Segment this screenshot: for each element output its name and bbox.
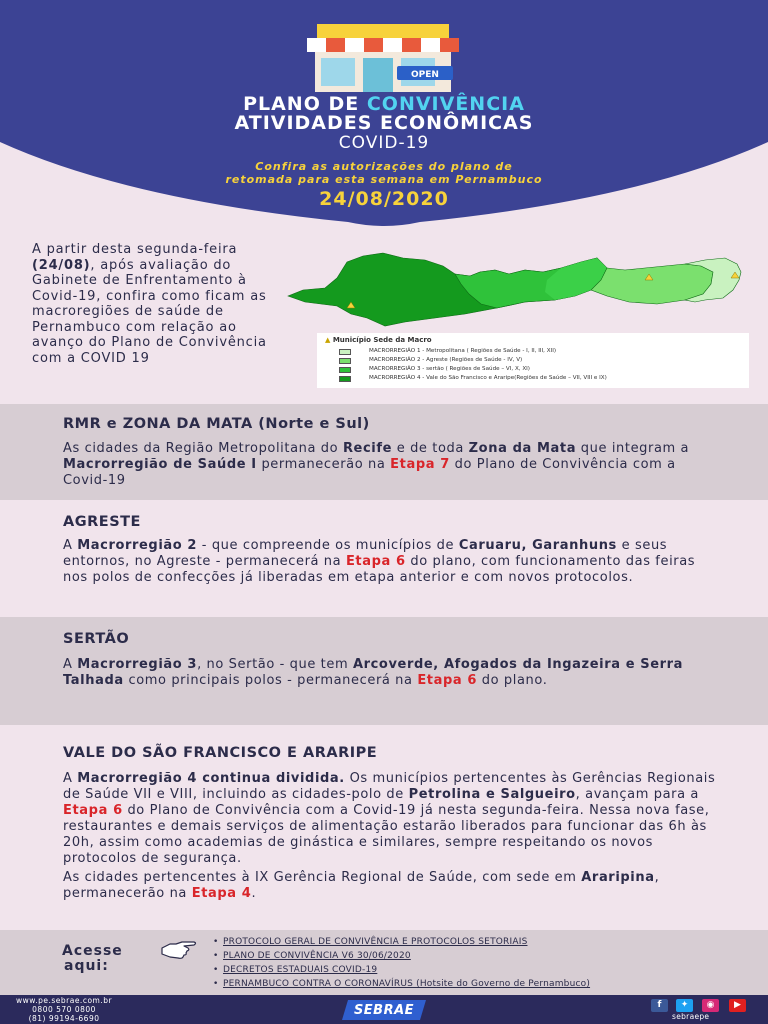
link-pernambuco-contra-coronavirus[interactable]: PERNAMBUCO CONTRA O CORONAVÍRUS (Hotsite do Governo de Pernambuco) bbox=[223, 979, 591, 989]
section-vale bbox=[0, 725, 768, 930]
storefront-icon bbox=[303, 14, 463, 96]
header-date: 24/08/2020 bbox=[319, 188, 449, 210]
section-body: A Macrorregião 3, no Sertão - que tem Arcoverde, Afogados da Ingazeira e Serra Talhada como principais polos - permanecerá na Etapa 6 do plano. bbox=[63, 657, 684, 688]
legend-swatch bbox=[339, 367, 351, 373]
link-protocolo-geral[interactable]: PROTOCOLO GERAL DE CONVIVÊNCIA E PROTOCOLOS SETORIAIS bbox=[223, 937, 528, 947]
legend-swatch bbox=[339, 376, 351, 382]
list-item bbox=[213, 977, 590, 991]
section-heading: VALE DO SÃO FRANCISCO E ARARIPE bbox=[63, 745, 378, 761]
title-line-1: PLANO DE CONVIVÊNCIA bbox=[243, 93, 525, 115]
link-plano-convivencia[interactable]: PLANO DE CONVIVÊNCIA V6 30/06/2020 bbox=[223, 951, 411, 961]
section-heading: RMR e ZONA DA MATA (Norte e Sul) bbox=[63, 416, 370, 432]
section-agreste bbox=[0, 500, 768, 617]
pointing-hand-icon bbox=[160, 938, 198, 960]
legend-swatch bbox=[339, 358, 351, 364]
pernambuco-map bbox=[285, 250, 750, 332]
list-item bbox=[213, 963, 590, 977]
youtube-icon[interactable]: ▶ bbox=[729, 999, 746, 1012]
link-decretos-estaduais[interactable]: DECRETOS ESTADUAIS COVID-19 bbox=[223, 965, 378, 975]
title-line-2: ATIVIDADES ECONÔMICAS bbox=[234, 112, 534, 134]
section-body: A Macrorregião 4 continua dividida. Os municípios pertencentes às Gerências Regionais de Saúde VII e VIII, incluindo as cidades-polo de Petrolina e Salgueiro, avançam para a Etapa 6 do Plano de Convivência com a Covid-19 já nesta segunda-feira. Nessa nova fase, restaurantes e demais serviços de alimentação estarão liberados para funcionar das 6h às 20h, assim como academias de ginástica e similares, sempre respeitando os novos protocolos de segurança. As cidades pertencentes à IX Gerência Regional de Saúde, com sede em Araripina, permanecerão na Etapa 4. bbox=[63, 771, 716, 901]
list-item bbox=[213, 949, 590, 963]
links-list bbox=[213, 935, 590, 991]
open-sign: OPEN bbox=[411, 70, 439, 80]
legend-swatch bbox=[339, 349, 351, 355]
title-line-3: COVID-19 bbox=[338, 133, 430, 153]
intro-text: A partir desta segunda-feira (24/08), após avaliação do Gabinete de Enfrentamento à Covid-19, confira como ficam as macroregiões de saúde de Pernambuco com relação ao avanço do Plano de Convivência com a COVID 19 bbox=[32, 242, 267, 366]
map-legend: ▲ Município Sede da Macro MACRORREGIÃO 1 - Metropolitana ( Regiões de Saúde - I, II, III, XII) MACRORREGIÃO 2 - Agreste (Regiões de Saúde - IV, V) MACRORREGIÃO 3 - sertão ( Regiões de Saúde – VI, X, XI) MACRORREGIÃO 4 - Vale do São Francisco e Araripe(Regiões de Saúde – VII, VIII e IX) bbox=[317, 333, 749, 388]
instagram-icon[interactable]: ◉ bbox=[702, 999, 719, 1012]
section-body: A Macrorregião 2 - que compreende os municípios de Caruaru, Garanhuns e seus entornos, no Agreste - permanecerá na Etapa 6 do plano, com funcionamento das feiras nos polos de confecções já liberadas em etapa anterior e com novos protocolos. bbox=[63, 538, 696, 585]
sebrae-logo-text: SEBRAE bbox=[353, 1003, 415, 1018]
footer-phone-1: 0800 570 0800 bbox=[32, 1005, 96, 1014]
section-heading: AGRESTE bbox=[63, 514, 141, 530]
header-subtitle: Confira as autorizações do plano de retomada para esta semana em Pernambuco bbox=[225, 160, 543, 186]
social-handle: sebraepe bbox=[672, 1012, 710, 1021]
footer-contacts bbox=[16, 996, 112, 1023]
twitter-icon[interactable]: ✦ bbox=[676, 999, 693, 1012]
footer-website[interactable]: www.pe.sebrae.com.br bbox=[16, 996, 113, 1005]
section-heading: SERTÃO bbox=[63, 631, 130, 647]
section-body: As cidades da Região Metropolitana do Recife e de toda Zona da Mata que integram a Macrorregião de Saúde I permanecerão na Etapa 7 do Plano de Convivência com a Covid-19 bbox=[63, 441, 690, 488]
facebook-icon[interactable]: f bbox=[651, 999, 668, 1012]
footer-phone-2: (81) 99194-6690 bbox=[28, 1014, 100, 1023]
list-item bbox=[213, 935, 590, 949]
section-sertao bbox=[0, 617, 768, 725]
links-label: Acesse aqui: bbox=[62, 943, 123, 974]
section-rmr bbox=[0, 404, 768, 500]
legend-title: ▲ Município Sede da Macro bbox=[325, 336, 432, 344]
